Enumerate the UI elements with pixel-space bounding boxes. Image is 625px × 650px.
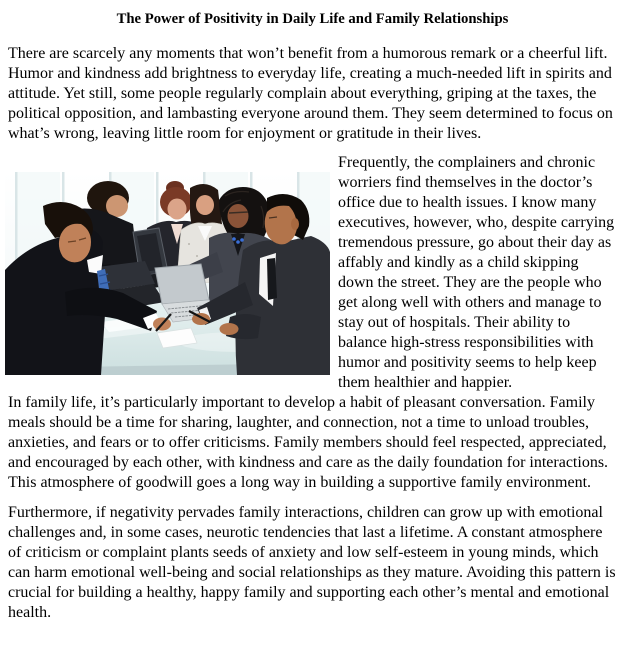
paragraph-complainers: Frequently, the complainers and chronic worriers find themselves in the doctor’s office due to health issues. I know many executives, however, who, despite carrying tremendous pressure, go about their day as affably and kindly as a child skipping down the street. They are the people who get along well with others and manage to stay out of hospitals. Their ability to balance high-stress responsibilities with humor and positivity seems to help keep them healthier and happier. — [338, 154, 615, 391]
paragraph-intro: There are scarcely any moments that won’t benefit from a humorous remark or a cheerful lift. Humor and kindness add brightness to everyday life, creating a much-needed lift in spirits and attitude. Yet still, some people regularly complain about everything, griping at the taxes, the political opposition, and lambasting everyone around them. They seem determined to focus on what’s wrong, leaving little room for enjoyment or gratitude in their lives. — [8, 45, 613, 142]
paragraph-family-life: In family life, it’s particularly important to develop a habit of pleasant conversation. Family meals should be a time for sharing, laughter, and connection, not a time to unload troubles, anxieties, and fears or to offer criticisms. Family members should feel respected, appreciated, and encouraged by each other, with kindness and care as the daily foundation for interactions. This atmosphere of goodwill goes a long way in building a supportive family environment. — [8, 394, 609, 491]
photo-text-row — [8, 153, 617, 393]
document-page — [0, 11, 625, 623]
wrapped-text-column — [338, 153, 617, 393]
business-meeting-photo-graphic — [5, 172, 330, 375]
paragraph-negativity: Furthermore, if negativity pervades family interactions, children can grow up with emotional challenges and, in some cases, neurotic tendencies that last a lifetime. A constant atmosphere of criticism or complaint plants seeds of anxiety and low self-esteem in young minds, which can harm emotional well-being and social relationships as they mature. Avoiding this pattern is crucial for building a healthy, happy family and supporting each other’s mental and emotional health. — [8, 504, 616, 621]
page-title: The Power of Positivity in Daily Life and Family Relationships — [116, 11, 509, 27]
business-meeting-photo — [5, 172, 330, 375]
